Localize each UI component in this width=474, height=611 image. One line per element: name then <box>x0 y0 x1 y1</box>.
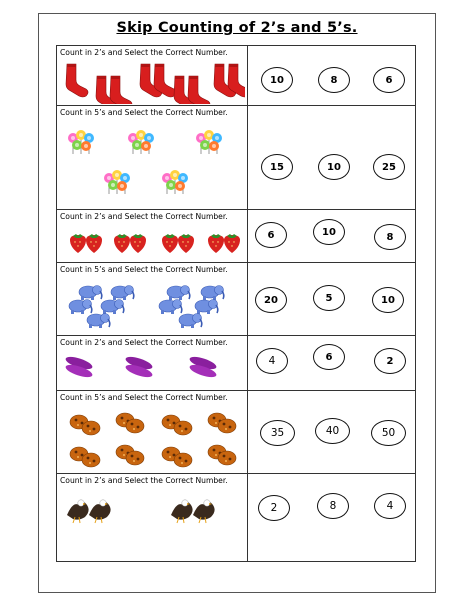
picture-cell <box>57 391 248 473</box>
answer-option[interactable]: 10 <box>261 67 293 93</box>
answer-cell <box>248 263 415 335</box>
picture-cell <box>57 474 248 561</box>
answer-cell <box>248 474 415 561</box>
answer-option[interactable]: 8 <box>374 224 406 250</box>
answer-option[interactable]: 6 <box>313 344 345 370</box>
answer-option[interactable]: 8 <box>318 67 350 93</box>
instruction-text: Count in 2’s and Select the Correct Number. <box>60 212 228 221</box>
answer-option[interactable]: 50 <box>371 420 406 446</box>
instruction-text: Count in 2’s and Select the Correct Number. <box>60 48 228 57</box>
exercise-row <box>57 474 415 561</box>
answer-option[interactable]: 20 <box>255 287 287 313</box>
exercise-row <box>57 210 415 263</box>
strawberry-icon <box>61 226 245 260</box>
answer-option[interactable]: 5 <box>313 285 345 311</box>
cookies-icon <box>61 408 245 470</box>
flip-flops-icon <box>61 351 245 389</box>
picture-cell <box>57 263 248 335</box>
answer-option[interactable]: 6 <box>255 222 287 248</box>
answer-option[interactable]: 4 <box>374 493 406 519</box>
instruction-text: Count in 2’s and Select the Correct Number. <box>60 476 228 485</box>
elephant-icon <box>61 278 245 334</box>
answer-option[interactable]: 10 <box>372 287 404 313</box>
answer-option[interactable]: 2 <box>374 348 406 374</box>
picture-cell <box>57 46 248 105</box>
answer-option[interactable]: 8 <box>317 493 349 519</box>
instruction-text: Count in 5’s and Select the Correct Number. <box>60 108 228 117</box>
instruction-text: Count in 5’s and Select the Correct Number. <box>60 265 228 274</box>
instruction-text: Count in 2’s and Select the Correct Number. <box>60 338 228 347</box>
exercise-row <box>57 263 415 336</box>
answer-cell <box>248 46 415 105</box>
answer-cell <box>248 336 415 390</box>
lollipops-icon <box>61 122 245 208</box>
eagle-icon <box>61 489 245 533</box>
answer-option[interactable]: 6 <box>373 67 405 93</box>
answer-option[interactable]: 35 <box>260 420 295 446</box>
picture-cell <box>57 210 248 262</box>
answer-option[interactable]: 40 <box>315 418 350 444</box>
picture-cell <box>57 336 248 390</box>
answer-option[interactable]: 25 <box>373 154 405 180</box>
socks-icon <box>61 62 245 104</box>
picture-cell <box>57 106 248 209</box>
instruction-text: Count in 5’s and Select the Correct Number. <box>60 393 228 402</box>
exercise-row <box>57 391 415 474</box>
answer-option[interactable]: 10 <box>313 219 345 245</box>
answer-option[interactable]: 2 <box>258 495 290 521</box>
exercise-row <box>57 336 415 391</box>
worksheet-title: Skip Counting of 2’s and 5’s. <box>116 20 358 36</box>
exercise-row <box>57 46 415 106</box>
answer-option[interactable]: 4 <box>256 348 288 374</box>
exercise-table <box>56 45 416 562</box>
answer-option[interactable]: 10 <box>318 154 350 180</box>
exercise-row <box>57 106 415 210</box>
answer-cell <box>248 210 415 262</box>
answer-cell <box>248 106 415 209</box>
answer-cell <box>248 391 415 473</box>
answer-option[interactable]: 15 <box>261 154 293 180</box>
